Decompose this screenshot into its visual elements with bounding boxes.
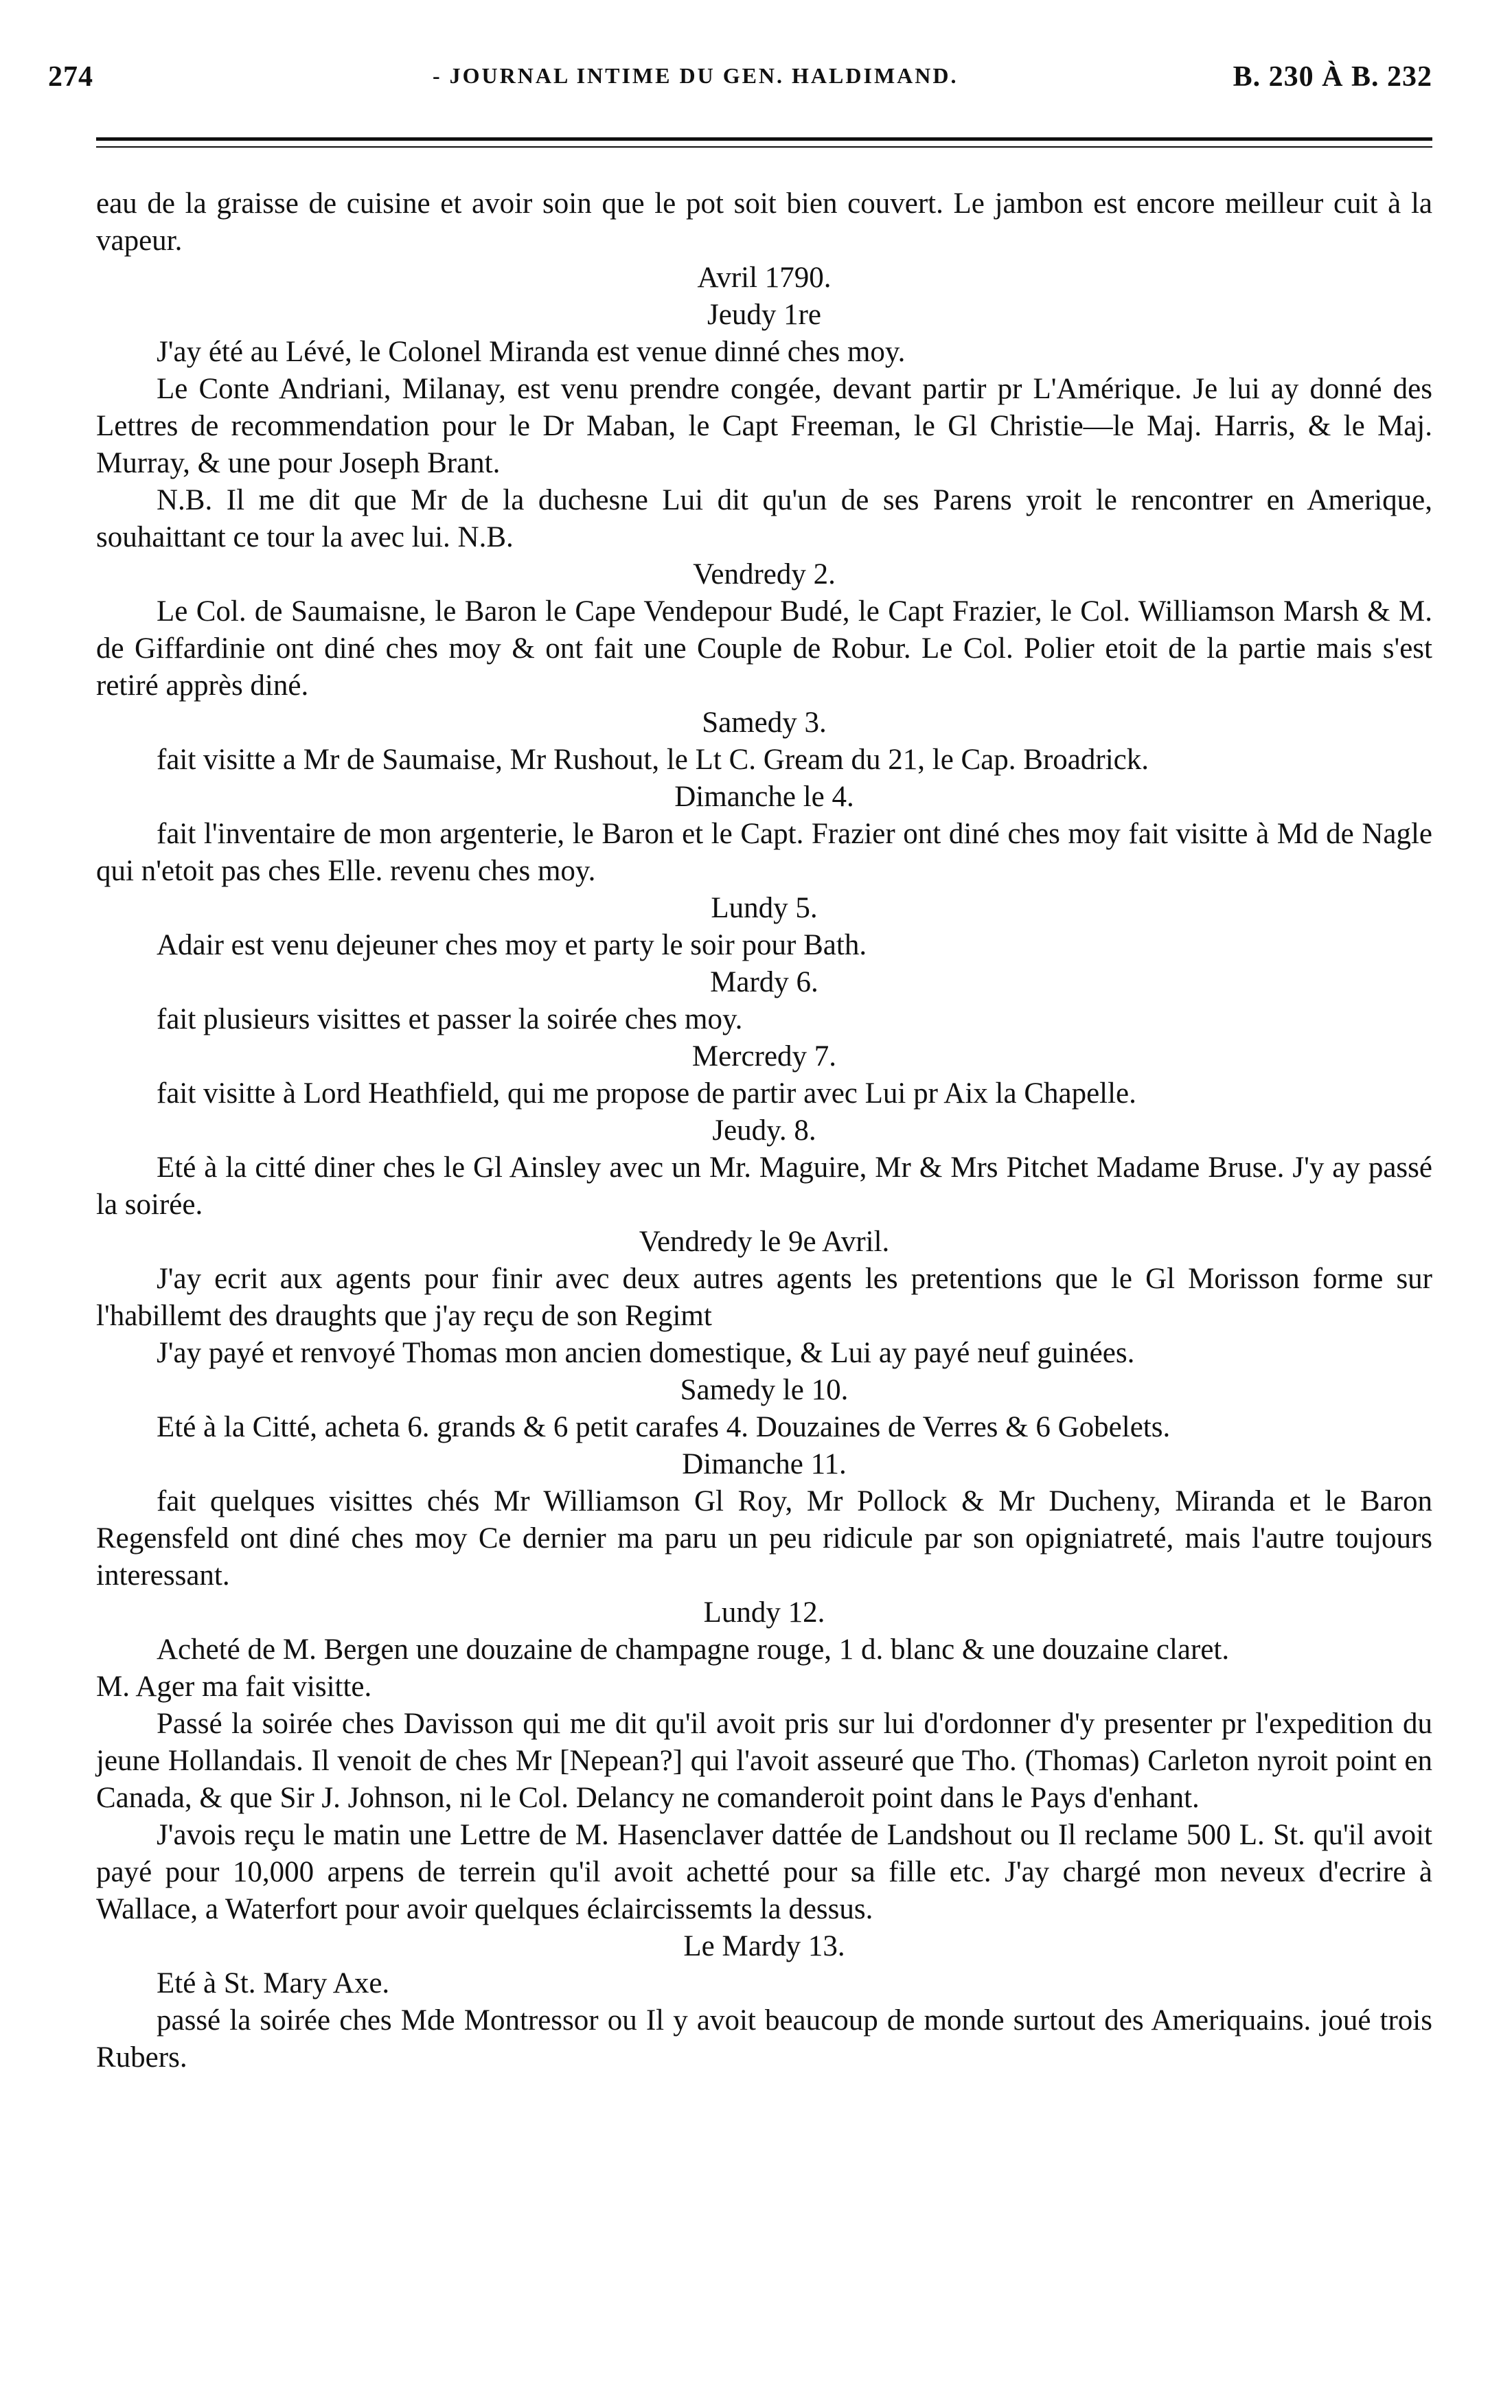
header-rule-thin [96, 146, 1432, 148]
entry-date-heading: Mardy 6. [710, 966, 818, 998]
journal-body [96, 185, 1432, 2076]
journal-paragraph: Eté à la Citté, acheta 6. grands & 6 petit carafes 4. Douzaines de Verres & 6 Gobelets. [157, 1411, 1171, 1443]
journal-paragraph: J'avois reçu le matin une Lettre de M. Hasenclaver dattée de Landshout ou Il reclame 500 L. St. qu'il avoit payé pour 10,000 arpens de terrein qu'il avoit achetté pour sa fille etc. J'ay chargé mon neveux d'ecrire à Wallace, a Waterfort pour avoir quelques éclaircissemts la dessus. [96, 1819, 1432, 1925]
entry-date-heading: Vendredy 2. [693, 558, 836, 590]
entry-date-heading: Samedy le 10. [680, 1374, 849, 1406]
journal-paragraph: Adair est venu dejeuner ches moy et party le soir pour Bath. [157, 929, 867, 961]
entry-date-heading: Lundy 12. [703, 1596, 825, 1629]
entry-date-heading: Jeudy 1re [707, 299, 821, 331]
entry-date-heading: Le Mardy 13. [683, 1930, 845, 1962]
entry-date-heading: Lundy 5. [711, 892, 818, 924]
journal-paragraph: J'ay ecrit aux agents pour finir avec deux autres agents les pretentions que le Gl Morisson forme sur l'habillemt des draughts que j'ay reçu de son Regimt [96, 1263, 1432, 1332]
journal-paragraph: Eté à la citté diner ches le Gl Ainsley avec un Mr. Maguire, Mr & Mrs Pitchet Madame Bruse. J'y ay passé la soirée. [96, 1151, 1432, 1221]
journal-paragraph: J'ay été au Lévé, le Colonel Miranda est venue dinné ches moy. [157, 336, 906, 368]
journal-paragraph: fait visitte à Lord Heathfield, qui me propose de partir avec Lui pr Aix la Chapelle. [157, 1077, 1136, 1110]
journal-paragraph: Le Conte Andriani, Milanay, est venu prendre congée, devant partir pr L'Amérique. Je lui ay donné des Lettres de recommendation pour le Dr Maban, le Capt Freeman, le Gl Christie—le Maj. Harris, & le Maj. Murray, & une pour Joseph Brant. [96, 373, 1432, 479]
page-header [48, 60, 1432, 102]
entry-date-heading: Mercredy 7. [691, 1040, 837, 1073]
journal-paragraph: fait quelques visittes chés Mr Williamson Gl Roy, Mr Pollock & Mr Ducheny, Miranda et le Baron Regensfeld ont diné ches moy Ce dernier ma paru un peu ridicule par son opigniatreté, mais l'autre toujours interessant. [96, 1485, 1432, 1592]
journal-paragraph: Acheté de M. Bergen une douzaine de champagne rouge, 1 d. blanc & une douzaine claret. [157, 1633, 1230, 1666]
journal-paragraph: fait visitte a Mr de Saumaise, Mr Rushout, le Lt C. Gream du 21, le Cap. Broadrick. [157, 744, 1149, 776]
archive-range: B. 230 À B. 232 [1233, 61, 1432, 93]
page-number: 274 [48, 61, 93, 93]
entry-date-heading: Vendredy le 9e Avril. [639, 1226, 890, 1258]
journal-paragraph: Passé la soirée ches Davisson qui me dit qu'il avoit pris sur lui d'ordonner d'y presenter pr l'expedition du jeune Hollandais. Il venoit de ches Mr [Nepean?] qui l'avoit asseuré que Tho. (Thomas) Carleton nyroit point en Canada, & que Sir J. Johnson, ni le Col. Delancy ne comanderoit point dans le Pays d'enhant. [96, 1708, 1432, 1814]
journal-paragraph: fait plusieurs visittes et passer la soirée ches moy. [157, 1003, 743, 1035]
journal-paragraph: eau de la graisse de cuisine et avoir soin que le pot soit bien couvert. Le jambon est encore meilleur cuit à la vapeur. [96, 187, 1432, 257]
entry-date-heading: Avril 1790. [697, 262, 832, 294]
entry-date-heading: Dimanche 11. [682, 1448, 847, 1480]
journal-paragraph: M. Ager ma fait visitte. [96, 1671, 372, 1703]
journal-paragraph: N.B. Il me dit que Mr de la duchesne Lui dit qu'un de ses Parens yroit le rencontrer en Amerique, souhaittant ce tour la avec lui. N.B. [96, 484, 1432, 553]
entry-date-heading: Samedy 3. [702, 707, 827, 739]
journal-paragraph: passé la soirée ches Mde Montressor ou Il y avoit beaucoup de monde surtout des Ameriquains. joué trois Rubers. [96, 2004, 1432, 2074]
journal-paragraph: fait l'inventaire de mon argenterie, le Baron et le Capt. Frazier ont diné ches moy fait visitte à Md de Nagle qui n'etoit pas ches Elle. revenu ches moy. [96, 818, 1432, 887]
journal-paragraph: Le Col. de Saumaisne, le Baron le Cape Vendepour Budé, le Capt Frazier, le Col. Williamson Marsh & M. de Giffardinie ont diné ches moy & ont fait une Couple de Robur. Le Col. Polier etoit de la partie mais s'est retiré apprès diné. [96, 595, 1432, 702]
journal-paragraph: Eté à St. Mary Axe. [157, 1967, 390, 1999]
header-rule-thick [96, 137, 1432, 141]
journal-paragraph: J'ay payé et renvoyé Thomas mon ancien domestique, & Lui ay payé neuf guinées. [157, 1337, 1135, 1369]
running-title: - JOURNAL INTIME DU GEN. HALDIMAND. [433, 63, 959, 88]
entry-date-heading: Jeudy. 8. [712, 1114, 816, 1147]
entry-date-heading: Dimanche le 4. [674, 781, 854, 813]
